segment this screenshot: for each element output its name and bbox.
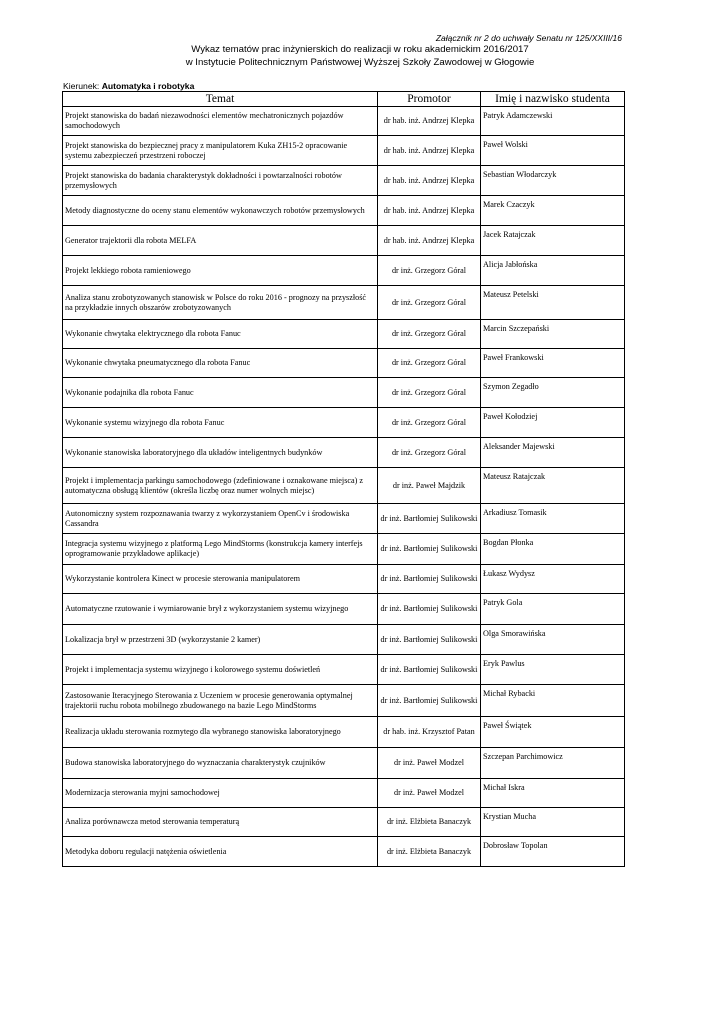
topic-cell: Projekt stanowiska do badania charakterystyk dokładności i powtarzalności robotów przemysłowych <box>63 166 378 196</box>
student-cell: Szczepan Parchimowicz <box>481 748 625 779</box>
field-of-study <box>63 81 194 91</box>
column-header-topic: Temat <box>63 92 378 107</box>
topic-cell: Wykonanie chwytaka pneumatycznego dla robota Fanuc <box>63 349 378 378</box>
student-cell: Szymon Zegadło <box>481 378 625 408</box>
table-row <box>63 594 625 625</box>
supervisor-cell: dr inż. Grzegorz Góral <box>378 378 481 408</box>
student-cell: Mateusz Ratajczak <box>481 468 625 504</box>
topic-cell: Projekt stanowiska do badań niezawodności elementów mechatronicznych pojazdów samochodowych <box>63 107 378 136</box>
student-cell: Paweł Frankowski <box>481 349 625 378</box>
table-row <box>63 837 625 867</box>
table-row <box>63 504 625 534</box>
supervisor-cell: dr inż. Grzegorz Góral <box>378 438 481 468</box>
student-cell: Sebastian Włodarczyk <box>481 166 625 196</box>
student-cell: Michał Iskra <box>481 779 625 808</box>
topic-cell: Realizacja układu sterowania rozmytego dla wybranego stanowiska laboratoryjnego <box>63 717 378 748</box>
table-row <box>63 625 625 655</box>
topic-cell: Wykonanie chwytaka elektrycznego dla robota Fanuc <box>63 320 378 349</box>
column-header-supervisor: Promotor <box>378 92 481 107</box>
supervisor-cell: dr inż. Grzegorz Góral <box>378 349 481 378</box>
document-title-line2: w Instytucie Politechnicznym Państwowej Wyższej Szkoły Zawodowej w Głogowie <box>185 57 535 68</box>
student-cell: Eryk Pawlus <box>481 655 625 685</box>
supervisor-cell: dr inż. Paweł Modzel <box>378 779 481 808</box>
topic-cell: Zastosowanie Iteracyjnego Sterowania z Uczeniem w procesie generowania optymalnej trajektorii ruchu robota mobilnego zbudowanego na bazie Lego MindStorms <box>63 685 378 717</box>
topic-cell: Metodyka doboru regulacji natężenia oświetlenia <box>63 837 378 867</box>
table-row <box>63 226 625 256</box>
table-row <box>63 685 625 717</box>
supervisor-cell: dr inż. Grzegorz Góral <box>378 408 481 438</box>
table-row <box>63 166 625 196</box>
student-cell: Bogdan Płonka <box>481 534 625 565</box>
student-cell: Aleksander Majewski <box>481 438 625 468</box>
topics-table <box>62 91 625 867</box>
topic-cell: Projekt i implementacja parkingu samochodowego (zdefiniowane i oznakowane miejsca) z automatyczna obsługą klientów (określa liczbę oraz numer wolnych miejsc) <box>63 468 378 504</box>
student-cell: Paweł Kołodziej <box>481 408 625 438</box>
supervisor-cell: dr inż. Grzegorz Góral <box>378 286 481 320</box>
table-row <box>63 286 625 320</box>
supervisor-cell: dr inż. Paweł Majdzik <box>378 468 481 504</box>
supervisor-cell: dr hab. inż. Andrzej Klepka <box>378 136 481 166</box>
supervisor-cell: dr hab. inż. Andrzej Klepka <box>378 196 481 226</box>
supervisor-cell: dr inż. Bartłomiej Sulikowski <box>378 534 481 565</box>
supervisor-cell: dr inż. Elżbieta Banaczyk <box>378 808 481 837</box>
student-cell: Paweł Wolski <box>481 136 625 166</box>
table-row <box>63 349 625 378</box>
supervisor-cell: dr inż. Bartłomiej Sulikowski <box>378 565 481 594</box>
supervisor-cell: dr inż. Paweł Modzel <box>378 748 481 779</box>
table-row <box>63 717 625 748</box>
supervisor-cell: dr hab. inż. Andrzej Klepka <box>378 226 481 256</box>
student-cell: Łukasz Wydysz <box>481 565 625 594</box>
supervisor-cell: dr inż. Bartłomiej Sulikowski <box>378 504 481 534</box>
topic-cell: Analiza stanu zrobotyzowanych stanowisk w Polsce do roku 2016 - prognozy na przyszłość na przykładzie innych obszarów zrobotyzowanych <box>63 286 378 320</box>
topic-cell: Generator trajektorii dla robota MELFA <box>63 226 378 256</box>
table-row <box>63 320 625 349</box>
table-row <box>63 534 625 565</box>
student-cell: Patryk Adamczewski <box>481 107 625 136</box>
table-row <box>63 655 625 685</box>
table-row <box>63 408 625 438</box>
student-cell: Arkadiusz Tomasik <box>481 504 625 534</box>
supervisor-cell: dr inż. Grzegorz Góral <box>378 256 481 286</box>
student-cell: Olga Smorawińska <box>481 625 625 655</box>
supervisor-cell: dr inż. Bartłomiej Sulikowski <box>378 594 481 625</box>
student-cell: Alicja Jabłońska <box>481 256 625 286</box>
topic-cell: Automatyczne rzutowanie i wymiarowanie brył z wykorzystaniem systemu wizyjnego <box>63 594 378 625</box>
supervisor-cell: dr hab. inż. Krzysztof Patan <box>378 717 481 748</box>
topic-cell: Budowa stanowiska laboratoryjnego do wyznaczania charakterystyk czujników <box>63 748 378 779</box>
table-row <box>63 378 625 408</box>
table-row <box>63 107 625 136</box>
topic-cell: Wykorzystanie kontrolera Kinect w procesie sterowania manipulatorem <box>63 565 378 594</box>
supervisor-cell: dr inż. Bartłomiej Sulikowski <box>378 685 481 717</box>
student-cell: Marcin Szczepański <box>481 320 625 349</box>
table-row <box>63 438 625 468</box>
student-cell: Krystian Mucha <box>481 808 625 837</box>
supervisor-cell: dr inż. Bartłomiej Sulikowski <box>378 625 481 655</box>
supervisor-cell: dr inż. Grzegorz Góral <box>378 320 481 349</box>
student-cell: Patryk Gola <box>481 594 625 625</box>
student-cell: Marek Czaczyk <box>481 196 625 226</box>
topic-cell: Metody diagnostyczne do oceny stanu elementów wykonawczych robotów przemysłowych <box>63 196 378 226</box>
table-row <box>63 468 625 504</box>
topic-cell: Wykonanie podajnika dla robota Fanuc <box>63 378 378 408</box>
supervisor-cell: dr hab. inż. Andrzej Klepka <box>378 107 481 136</box>
column-header-student: Imię i nazwisko studenta <box>481 92 625 107</box>
document-title-line1: Wykaz tematów prac inżynierskich do realizacji w roku akademickim 2016/2017 <box>191 44 529 55</box>
topic-cell: Autonomiczny system rozpoznawania twarzy z wykorzystaniem OpenCv i środowiska Cassandra <box>63 504 378 534</box>
topic-cell: Projekt lekkiego robota ramieniowego <box>63 256 378 286</box>
table-row <box>63 196 625 226</box>
supervisor-cell: dr inż. Bartłomiej Sulikowski <box>378 655 481 685</box>
supervisor-cell: dr inż. Elżbieta Banaczyk <box>378 837 481 867</box>
table-row <box>63 565 625 594</box>
field-of-study-value: Automatyka i robotyka <box>101 81 195 91</box>
table-header-row <box>63 92 625 107</box>
student-cell: Mateusz Petelski <box>481 286 625 320</box>
topic-cell: Wykonanie systemu wizyjnego dla robota Fanuc <box>63 408 378 438</box>
topic-cell: Modernizacja sterowania myjni samochodowej <box>63 779 378 808</box>
student-cell: Dobrosław Topolan <box>481 837 625 867</box>
topic-cell: Projekt i implementacja systemu wizyjnego i kolorowego systemu doświetleń <box>63 655 378 685</box>
supervisor-cell: dr hab. inż. Andrzej Klepka <box>378 166 481 196</box>
topic-cell: Integracja systemu wizyjnego z platformą Lego MindStorms (konstrukcja kamery interfejs oprogramowanie przykładowe aplikacje) <box>63 534 378 565</box>
student-cell: Michał Rybacki <box>481 685 625 717</box>
table-row <box>63 779 625 808</box>
table-row <box>63 748 625 779</box>
attachment-note: Załącznik nr 2 do uchwały Senatu nr 125/XXIII/16 <box>435 33 622 43</box>
table-row <box>63 256 625 286</box>
student-cell: Jacek Ratajczak <box>481 226 625 256</box>
table-row <box>63 136 625 166</box>
table-row <box>63 808 625 837</box>
topic-cell: Wykonanie stanowiska laboratoryjnego dla układów inteligentnych budynków <box>63 438 378 468</box>
field-of-study-label: Kierunek: <box>63 81 102 91</box>
student-cell: Paweł Świątek <box>481 717 625 748</box>
topic-cell: Lokalizacja brył w przestrzeni 3D (wykorzystanie 2 kamer) <box>63 625 378 655</box>
topic-cell: Analiza porównawcza metod sterowania temperaturą <box>63 808 378 837</box>
topic-cell: Projekt stanowiska do bezpiecznej pracy z manipulatorem Kuka ZH15-2 opracowanie systemu zabezpieczeń przestrzeni roboczej <box>63 136 378 166</box>
